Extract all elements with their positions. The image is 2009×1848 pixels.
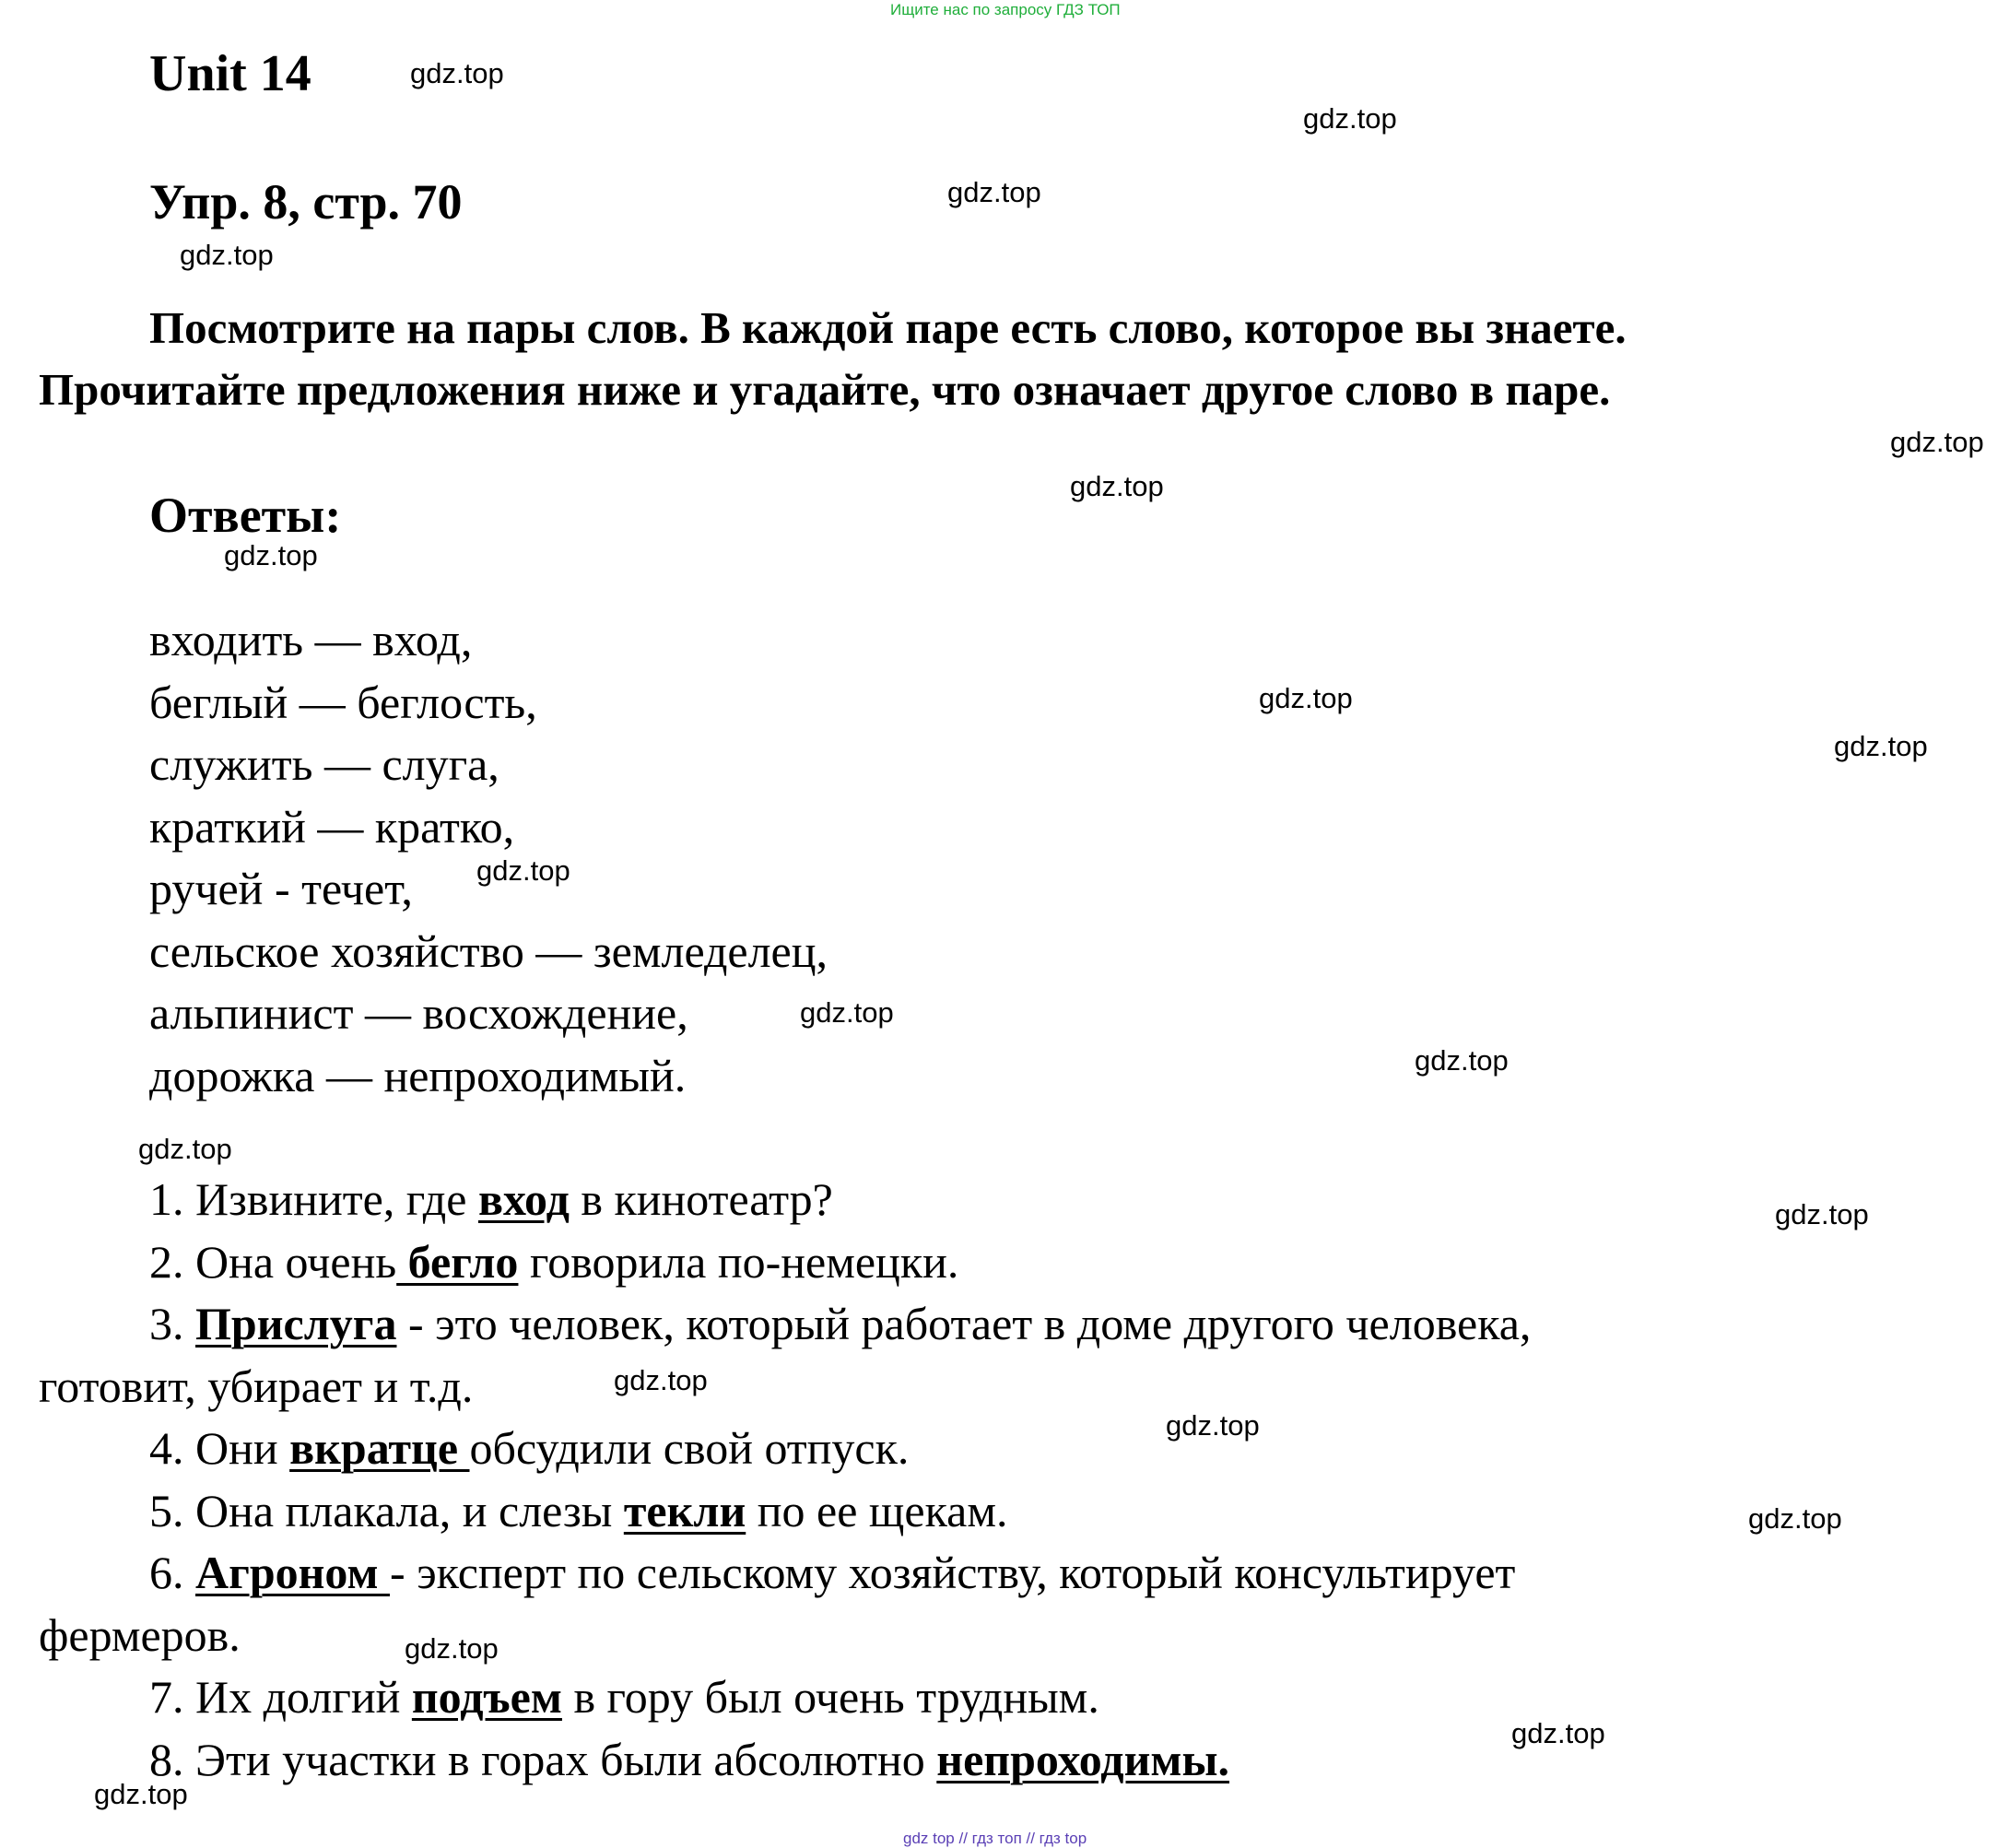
watermark: gdz.top xyxy=(1415,1044,1509,1077)
word-pair: дорожка — непроходимый. xyxy=(149,1050,687,1101)
watermark: gdz.top xyxy=(947,176,1041,208)
watermark: gdz.top xyxy=(1834,730,1928,762)
sentence-text: в гору был очень трудным. xyxy=(561,1671,1099,1723)
sentence-6-continuation: фермеров. xyxy=(39,1609,241,1661)
watermark: gdz.top xyxy=(800,996,894,1029)
word-pair: сельское хозяйство — земледелец, xyxy=(149,925,828,977)
sentence-text: говорила по-немецки. xyxy=(518,1236,959,1288)
top-banner[interactable]: Ищите нас по запросу ГДЗ ТОП xyxy=(890,1,1121,18)
sentence-5 xyxy=(149,1484,1007,1537)
sentence-text: 7. Их долгий xyxy=(149,1671,412,1723)
answer-word: вход xyxy=(477,1173,570,1225)
sentence-text: по ее щекам. xyxy=(746,1485,1008,1536)
answer-word: вкратце xyxy=(289,1422,470,1474)
watermark: gdz.top xyxy=(614,1364,708,1396)
sentence-8 xyxy=(149,1733,1229,1786)
watermark: gdz.top xyxy=(410,57,504,89)
answer-word: подъем xyxy=(411,1671,562,1723)
answer-word: Прислуга xyxy=(195,1298,397,1349)
word-pair: краткий — кратко, xyxy=(149,801,515,853)
watermark: gdz.top xyxy=(1890,426,1984,458)
sentence-text: в кинотеатр? xyxy=(569,1173,833,1225)
watermark: gdz.top xyxy=(1303,102,1397,135)
sentence-text: 2. Она очень xyxy=(149,1236,397,1288)
watermark: gdz.top xyxy=(138,1133,232,1165)
word-pair: входить — вход, xyxy=(149,614,473,665)
footer-links[interactable]: gdz top // гдз топ // гдз top xyxy=(903,1830,1087,1847)
answer-word: бегло xyxy=(396,1236,519,1288)
sentence-text: 5. Она плакала, и слезы xyxy=(149,1485,624,1536)
watermark: gdz.top xyxy=(1775,1198,1869,1230)
watermark: gdz.top xyxy=(476,854,570,887)
sentence-3 xyxy=(149,1297,1932,1350)
sentence-4 xyxy=(149,1421,909,1475)
sentence-text: 1. Извините, где xyxy=(149,1173,478,1225)
sentence-text: - это человек, который работает в доме другого человека, xyxy=(396,1298,1532,1349)
sentence-2 xyxy=(149,1235,958,1289)
watermark: gdz.top xyxy=(94,1778,188,1810)
sentence-text: 4. Они xyxy=(149,1422,290,1474)
watermark: gdz.top xyxy=(1511,1717,1605,1749)
unit-title: Unit 14 xyxy=(149,45,311,102)
task-line-2: Прочитайте предложения ниже и угадайте, что означает другое слово в паре. xyxy=(39,364,1611,415)
sentence-text: 6. xyxy=(149,1547,195,1598)
word-pair: служить — слуга, xyxy=(149,738,499,790)
answers-title: Ответы: xyxy=(149,488,342,543)
answer-word: непроходимы. xyxy=(936,1734,1230,1785)
watermark: gdz.top xyxy=(1259,682,1353,714)
watermark: gdz.top xyxy=(1748,1502,1842,1535)
word-pair: альпинист — восхождение, xyxy=(149,987,688,1039)
watermark: gdz.top xyxy=(1166,1409,1260,1442)
sentence-1 xyxy=(149,1172,833,1226)
sentence-text: 8. Эти участки в горах были абсолютно xyxy=(149,1734,937,1785)
answer-word: текли xyxy=(623,1485,746,1536)
word-pair: беглый — беглость, xyxy=(149,677,537,728)
sentence-text: обсудили свой отпуск. xyxy=(469,1422,910,1474)
task-line-1: Посмотрите на пары слов. В каждой паре есть слово, которое вы знаете. xyxy=(149,302,1627,353)
exercise-title: Упр. 8, стр. 70 xyxy=(149,174,463,230)
watermark: gdz.top xyxy=(224,539,318,571)
sentence-text: 3. xyxy=(149,1298,195,1349)
word-pair: ручей - течет, xyxy=(149,863,413,914)
watermark: gdz.top xyxy=(1070,470,1164,502)
sentence-3-continuation: готовит, убирает и т.д. xyxy=(39,1360,474,1412)
sentence-6 xyxy=(149,1546,1932,1599)
watermark: gdz.top xyxy=(180,239,274,271)
sentence-text: - эксперт по сельскому хозяйству, который консультирует xyxy=(390,1547,1516,1598)
watermark: gdz.top xyxy=(405,1632,499,1665)
answer-word: Агроном xyxy=(195,1547,391,1598)
sentence-7 xyxy=(149,1670,1099,1724)
